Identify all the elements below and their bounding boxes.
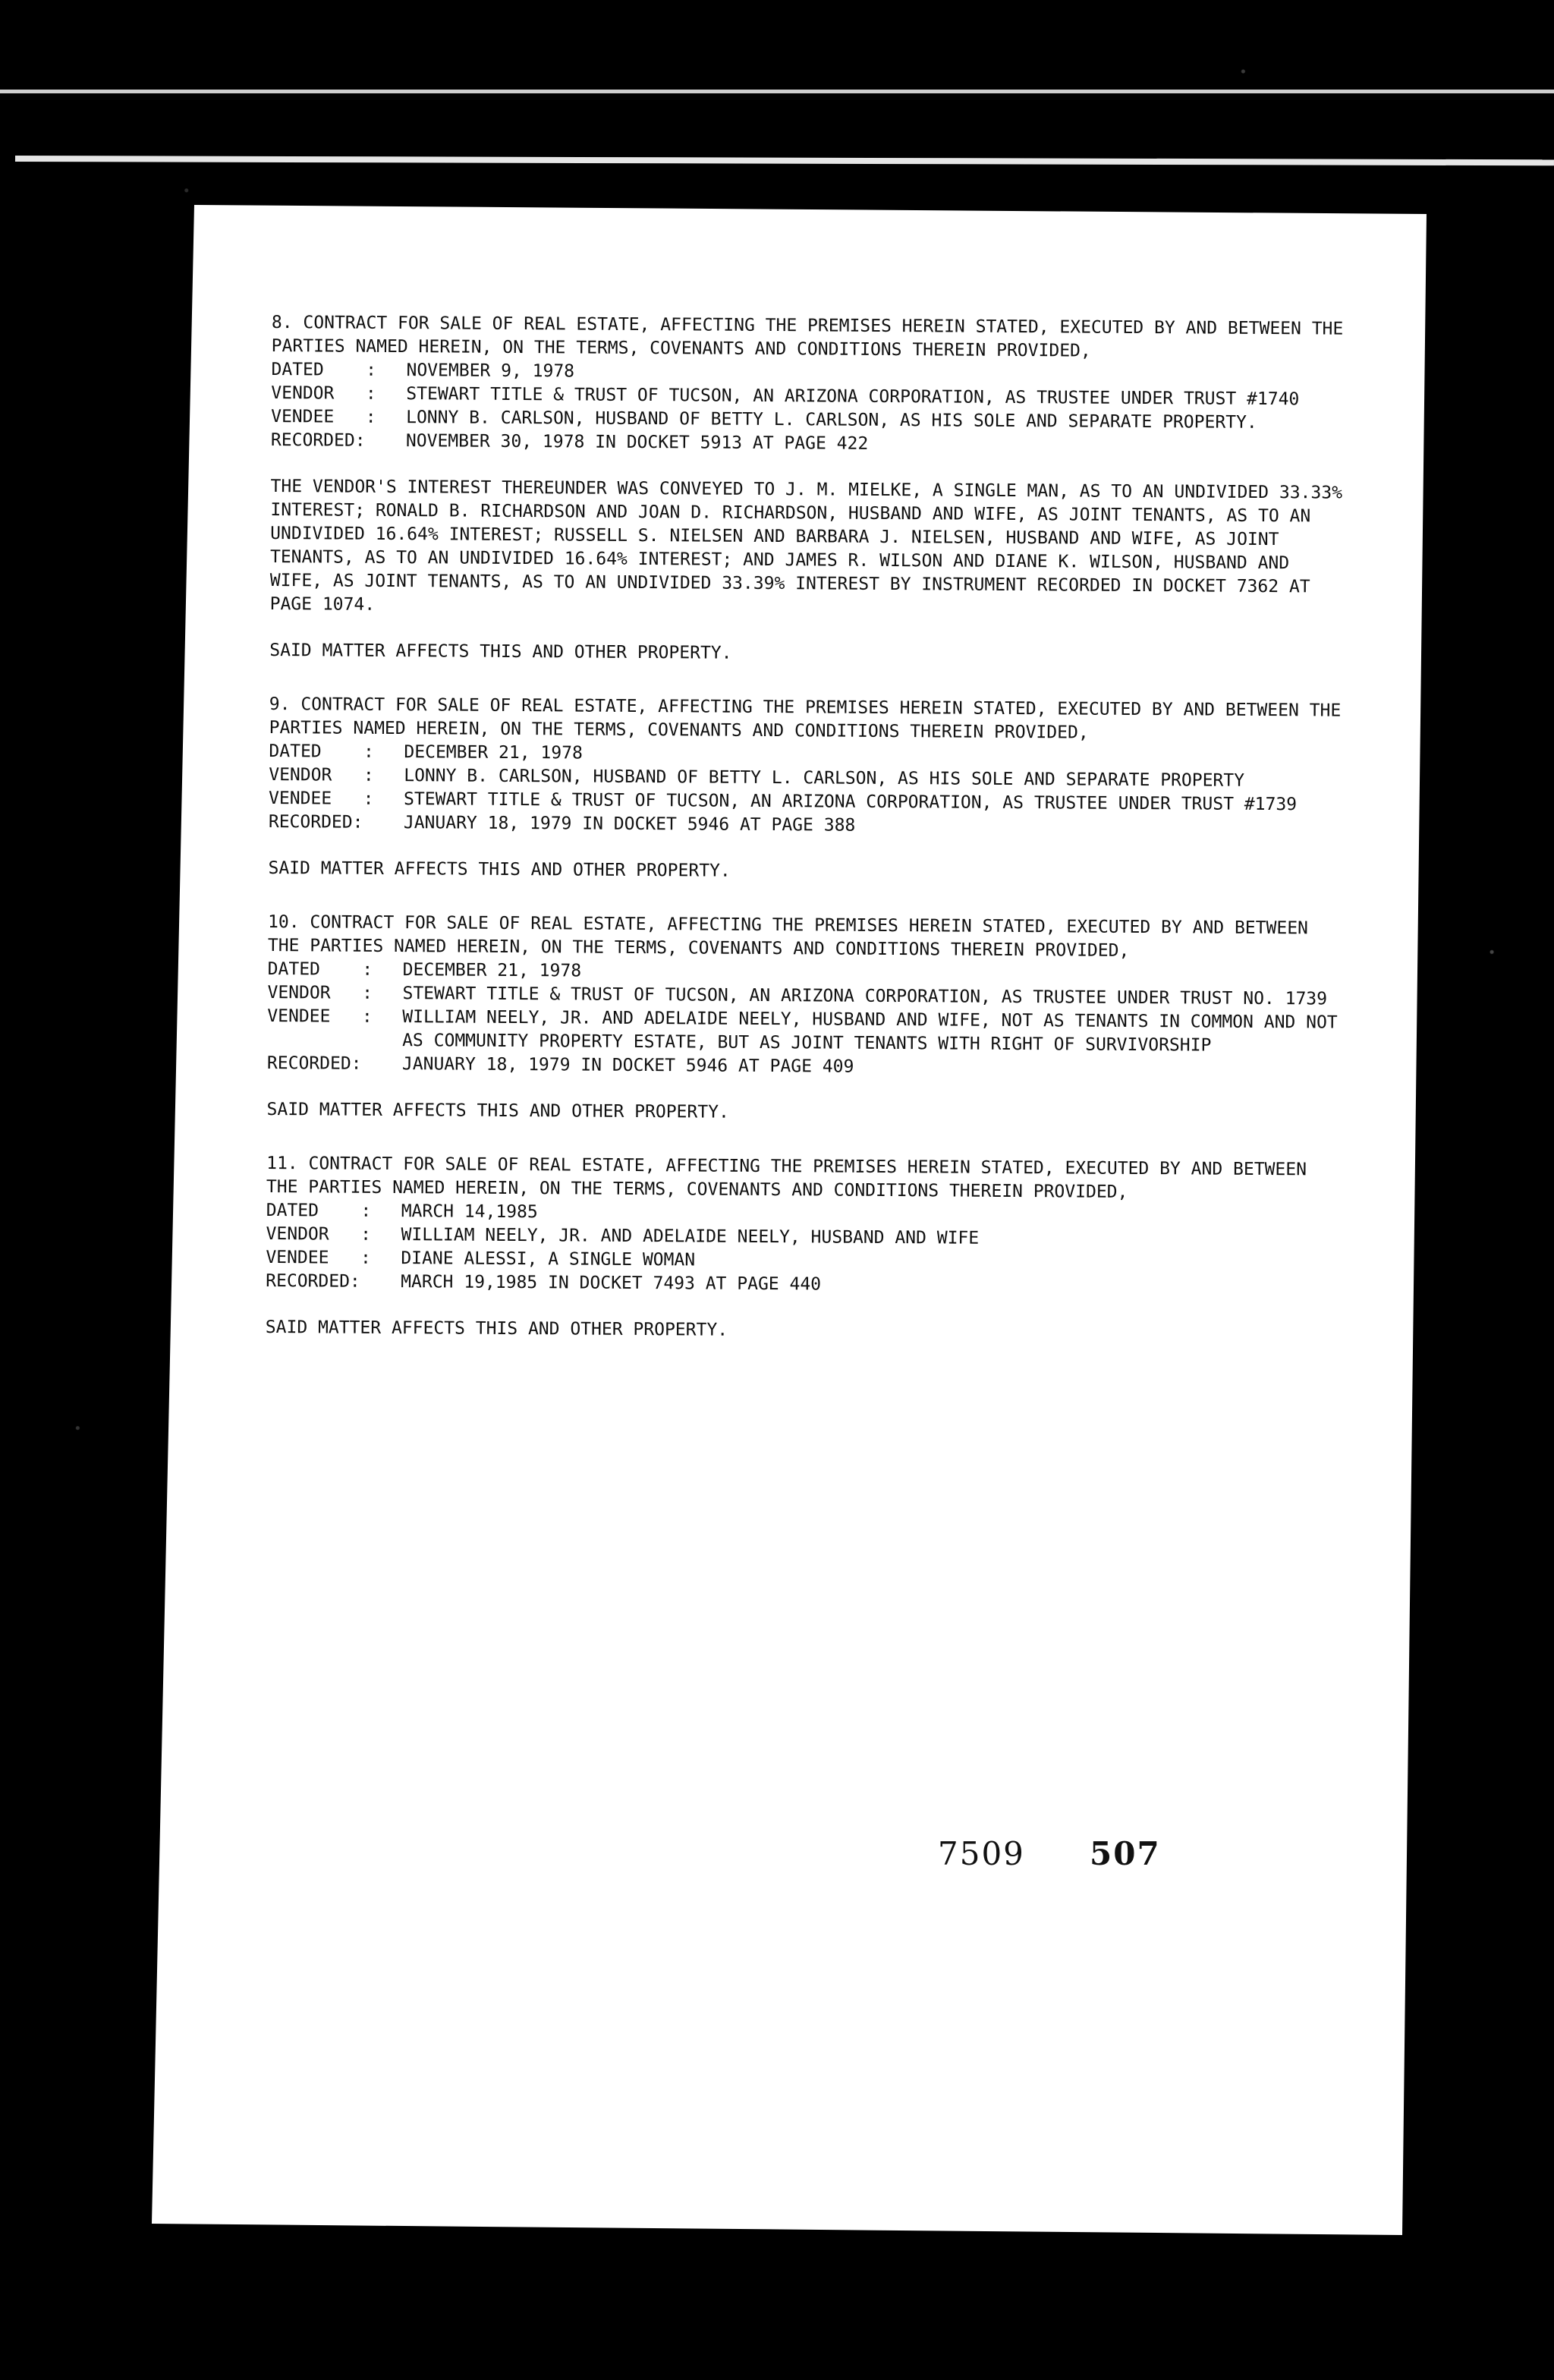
affects-note: SAID MATTER AFFECTS THIS AND OTHER PROPERTY. [265, 1317, 728, 1340]
field-label: RECORDED: [266, 1053, 362, 1074]
field-label: VENDEE : [268, 788, 374, 809]
field-label: VENDOR : [266, 1223, 372, 1245]
field-value: LONNY B. CARLSON, HUSBAND OF BETTY L. CARLSON, AS HIS SOLE AND SEPARATE PROPERTY [404, 766, 1245, 791]
field-label: VENDOR : [269, 764, 374, 785]
field-label: DATED : [266, 1200, 372, 1221]
field-value: DECEMBER 21, 1978 [404, 742, 583, 763]
field-label: RECORDED: [266, 1270, 360, 1292]
field-value: DIANE ALESSI, A SINGLE WOMAN [401, 1248, 696, 1270]
field-value: LONNY B. CARLSON, HUSBAND OF BETTY L. CARLSON, AS HIS SOLE AND SEPARATE PROPERTY. [406, 408, 1257, 433]
field-value: MARCH 19,1985 IN DOCKET 7493 AT PAGE 440 [401, 1272, 822, 1295]
field-label: DATED : [271, 359, 377, 380]
field-label: VENDEE : [267, 1006, 373, 1027]
scan-edge-line [15, 156, 1554, 165]
entry-intro: 11. CONTRACT FOR SALE OF REAL ESTATE, AFFECTING THE PREMISES HEREIN STATED, EXECUTED BY AND BETWEEN THE PARTIES NAMED HEREIN, ON THE TERMS, COVENANTS AND CONDITIONS THEREIN PROVIDED, [266, 1153, 1317, 1202]
entry-intro: 9. CONTRACT FOR SALE OF REAL ESTATE, AFFECTING THE PREMISES HEREIN STATED, EXECUTED BY AND BETWEEN THE PARTIES NAMED HEREIN, ON THE TERMS, COVENANTS AND CONDITIONS THEREIN PROVIDED, [269, 694, 1352, 743]
field-value: STEWART TITLE & TRUST OF TUCSON, AN ARIZONA CORPORATION, AS TRUSTEE UNDER TRUST #1739 [403, 789, 1298, 815]
field-label: VENDOR : [267, 982, 373, 1003]
field-value: NOVEMBER 30, 1978 IN DOCKET 5913 AT PAGE 422 [405, 431, 869, 454]
document-body [265, 311, 1354, 1377]
entry-10 [266, 911, 1345, 1129]
field-vendee [267, 1005, 1345, 1059]
scan-edge-line [0, 90, 1554, 93]
field-label: DATED : [269, 741, 375, 762]
field-label: VENDEE : [266, 1247, 371, 1268]
docket-number: 7509 [938, 1835, 1025, 1872]
field-value: WILLIAM NEELY, JR. AND ADELAIDE NEELY, HUSBAND AND WIFE, NOT AS TENANTS IN COMMON AND NOT AS COMMUNITY PROPERTY ESTATE, BUT AS JOINT TENANTS WITH RIGHT OF SURVIVORSHIP [402, 1007, 1338, 1056]
field-value: JANUARY 18, 1979 IN DOCKET 5946 AT PAGE 388 [403, 813, 856, 836]
field-value: JANUARY 18, 1979 IN DOCKET 5946 AT PAGE 409 [401, 1054, 854, 1077]
field-value: STEWART TITLE & TRUST OF TUCSON, AN ARIZONA CORPORATION, AS TRUSTEE UNDER TRUST #1740 [406, 384, 1300, 410]
entry-intro: 10. CONTRACT FOR SALE OF REAL ESTATE, AFFECTING THE PREMISES HEREIN STATED, EXECUTED BY AND BETWEEN THE PARTIES NAMED HEREIN, ON THE TERMS, COVENANTS AND CONDITIONS THEREIN PROVIDED, [267, 911, 1319, 961]
field-value: MARCH 14,1985 [401, 1201, 538, 1223]
affects-note: SAID MATTER AFFECTS THIS AND OTHER PROPERTY. [266, 1099, 729, 1122]
field-label: RECORDED: [268, 811, 363, 833]
field-label: VENDEE : [271, 406, 376, 427]
field-label: RECORDED: [270, 430, 366, 451]
entry-8 [269, 311, 1354, 669]
field-value: NOVEMBER 9, 1978 [406, 360, 575, 382]
affects-note: SAID MATTER AFFECTS THIS AND OTHER PROPERTY. [268, 858, 731, 881]
entry-9 [268, 693, 1352, 887]
field-label: DATED : [267, 959, 373, 980]
field-value: WILLIAM NEELY, JR. AND ADELAIDE NEELY, HUSBAND AND WIFE [401, 1225, 980, 1248]
entry-11 [266, 1152, 1344, 1346]
field-value: DECEMBER 21, 1978 [402, 960, 582, 981]
field-label: VENDOR : [271, 382, 376, 404]
entry-intro: 8. CONTRACT FOR SALE OF REAL ESTATE, AFFECTING THE PREMISES HEREIN STATED, EXECUTED BY AND BETWEEN THE PARTIES NAMED HEREIN, ON THE TERMS, COVENANTS AND CONDITIONS THEREIN PROVIDED, [271, 312, 1354, 361]
page-number: 507 [1090, 1835, 1161, 1872]
affects-note: SAID MATTER AFFECTS THIS AND OTHER PROPERTY. [269, 640, 732, 663]
field-value: STEWART TITLE & TRUST OF TUCSON, AN ARIZONA CORPORATION, AS TRUSTEE UNDER TRUST NO. 1739 [402, 984, 1328, 1009]
conveyance-paragraph: THE VENDOR'S INTEREST THEREUNDER WAS CONVEYED TO J. M. MIELKE, A SINGLE MAN, AS TO AN UNDIVIDED 33.33% INTEREST; RONALD B. RICHARDSON AND JOAN D. RICHARDSON, HUSBAND AND WIFE, AS JOINT TENANTS, AS TO AN UNDIVIDED 16.64% INTEREST; RUSSELL S. NIELSEN AND BARBARA J. NIELSEN, HUSBAND AND WIFE, AS JOINT TENANTS, AS TO AN UNDIVIDED 16.64% INTEREST; AND JAMES R. WILSON AND DIANE K. WILSON, HUSBAND AND WIFE, AS JOINT TENANTS, AS TO AN UNDIVIDED 33.39% INTEREST BY INSTRUMENT RECORDED IN DOCKET 7362 AT PAGE 1074. [269, 476, 1343, 615]
